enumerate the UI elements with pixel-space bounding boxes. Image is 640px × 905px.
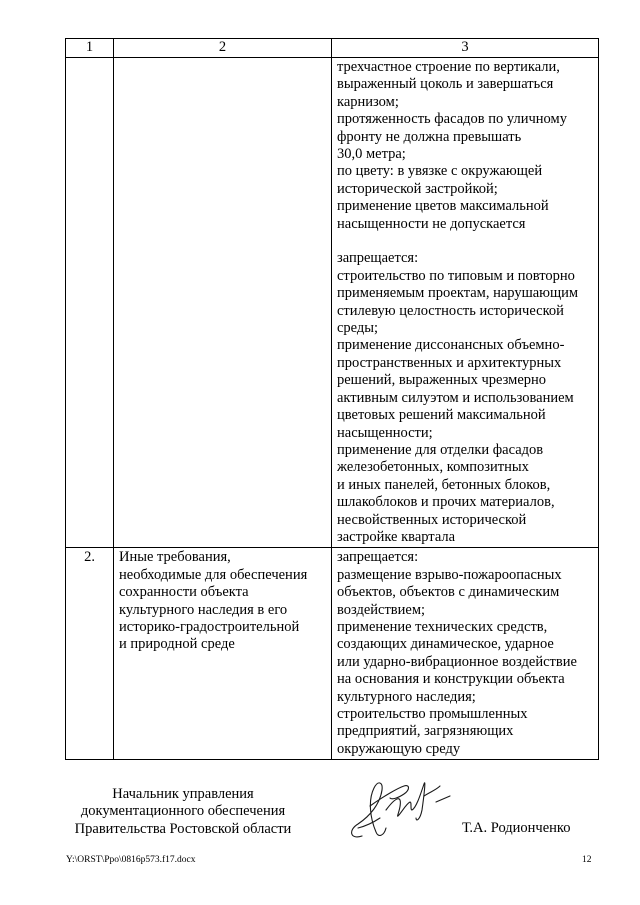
table-row [66, 548, 599, 760]
text-line: и природной среде [119, 636, 235, 653]
handwritten-signature [340, 766, 455, 848]
text-line: размещение взрыво-пожароопасных [337, 566, 562, 583]
text-line: Иные требования, [119, 549, 231, 566]
text-line: и иных панелей, бетонных блоков, [337, 476, 551, 493]
text-line: шлакоблоков и прочих материалов, [337, 494, 555, 511]
file-path: Y:\ORST\Ppo\0816p573.f17.docx [66, 855, 196, 865]
text-line: трехчастное строение по вертикали, [337, 59, 560, 75]
header-col-3: 3 [332, 39, 599, 58]
header-col-1: 1 [66, 39, 114, 58]
text-line: выраженный цоколь и завершаться [337, 76, 554, 93]
table-header-row [66, 39, 599, 58]
text-line: культурного наследия в его [119, 601, 288, 618]
text-line: применение технических средств, [337, 618, 548, 635]
requirement-content-cell [332, 548, 599, 760]
text-line: предприятий, загрязняющих [337, 723, 514, 740]
text-line: строительство промышленных [337, 706, 528, 723]
signatory-position-line: Правительства Ростовской области [74, 820, 292, 837]
text-line: строительство по типовым и повторно [337, 267, 575, 284]
text-line: применение цветов максимальной [337, 198, 549, 215]
row-number: 2. [66, 548, 114, 760]
text-line: или ударно-вибрационное воздействие [337, 653, 577, 670]
blank-line [337, 233, 592, 250]
text-line: запрещается: [337, 250, 419, 267]
text-line: исторической застройкой; [337, 180, 498, 197]
text-line: насыщенности не допускается [337, 215, 526, 232]
row-number [66, 58, 114, 548]
text-line: застройке квартала [337, 528, 456, 545]
table-row [66, 58, 599, 548]
text-line: карнизом; [337, 93, 399, 110]
text-line: культурного наследия; [337, 688, 476, 705]
requirement-name-cell [114, 548, 332, 760]
text-line: несвойственных исторической [337, 511, 527, 528]
text-line: применение для отделки фасадов [337, 441, 544, 458]
text-line: на основания и конструкции объекта [337, 671, 565, 688]
text-line: пространственных и архитектурных [337, 354, 562, 371]
text-line: стилевую целостность исторической [337, 302, 564, 319]
text-line: 30,0 метра; [337, 146, 406, 163]
text-line: цветовых решений максимальной [337, 407, 546, 424]
page-number: 12 [582, 855, 592, 865]
text-line: по цвету: в увязке с окружающей [337, 163, 543, 180]
text-line: среды; [337, 320, 379, 337]
header-col-2: 2 [114, 39, 332, 58]
text-line: протяженность фасадов по уличному [337, 111, 567, 128]
text-line: окружающую среду [337, 740, 461, 757]
text-line: применение диссонансных объемно- [337, 337, 565, 354]
text-line: насыщенности; [337, 424, 433, 441]
requirement-name-cell [114, 58, 332, 548]
table-body [66, 58, 599, 760]
text-line: применяемым проектам, нарушающим [337, 285, 579, 302]
signatory-position-line: документационного обеспечения [80, 803, 286, 820]
text-line: решений, выраженных чрезмерно [337, 372, 547, 389]
requirements-table [65, 38, 599, 760]
text-line: фронту не должна превышать [337, 128, 522, 145]
text-line: запрещается: [337, 549, 419, 566]
text-line: сохранности объекта [119, 584, 249, 601]
signatory-name: Т.А. Родионченко [462, 820, 571, 836]
text-line: необходимые для обеспечения [119, 566, 308, 583]
requirement-content-cell [332, 58, 599, 548]
text-line: объектов, объектов с динамическим [337, 584, 560, 601]
text-line: историко-градостроительной [119, 618, 300, 635]
text-line: создающих динамическое, ударное [337, 636, 554, 653]
signatory-position [60, 786, 306, 838]
text-line: воздействием; [337, 601, 426, 618]
text-line: железобетонных, композитных [337, 459, 529, 476]
text-line: активным силуэтом и использованием [337, 389, 574, 406]
signatory-position-line: Начальник управления [112, 786, 254, 802]
